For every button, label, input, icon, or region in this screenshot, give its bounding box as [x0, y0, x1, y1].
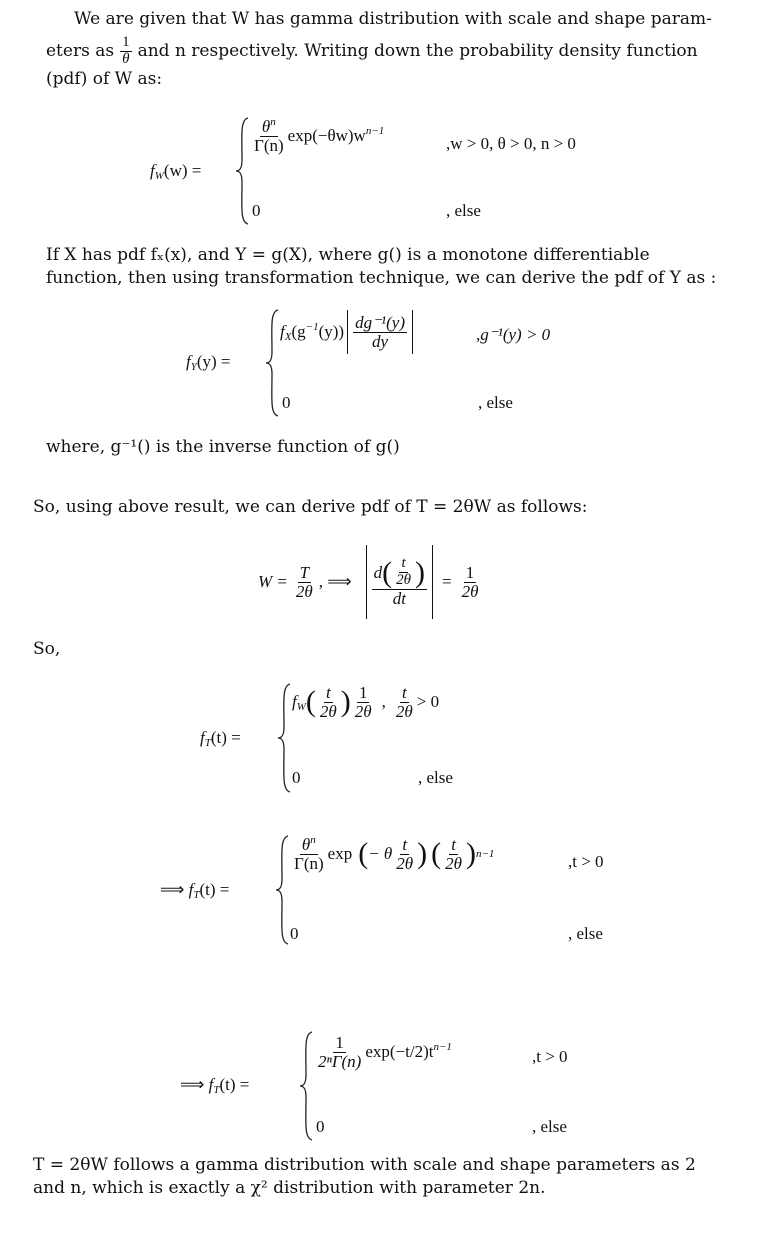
pdf-y-case-2-value: 0 — [282, 393, 291, 412]
pdf-w-brace — [234, 116, 250, 226]
transform-line-2: function, then using transformation technique, we can derive the pdf of Y as : — [46, 268, 717, 288]
transform-line-1: If X has pdf fₓ(x), and Y = g(X), where g() is a monotone differentiable — [46, 245, 650, 265]
pdf-t3-brace — [298, 1030, 314, 1142]
pdf-t1-case-2-condition: , else — [418, 768, 453, 787]
conclusion-line-1: T = 2θW follows a gamma distribution with scale and shape parameters as 2 — [33, 1155, 696, 1175]
inverse-function-note: where, g⁻¹() is the inverse function of g() — [46, 437, 400, 457]
pdf-t2-case-1-condition: ,t > 0 — [568, 852, 604, 871]
conclusion-line-2: and n, which is exactly a χ² distribution with parameter 2n. — [33, 1178, 546, 1198]
pdf-t1-lhs: $f_T(t)$ = — [200, 728, 241, 749]
w-substitution: W = $\frac{T}{2\theta}$ , ⟹ d ( $\frac{t}{2\theta}$ ) dt = $\frac{1}{2\theta}$ — [258, 545, 482, 619]
pdf-t3-case-2-condition: , else — [532, 1117, 567, 1136]
transform-paragraph — [46, 244, 766, 290]
pdf-y-lhs: $f_Y(y)$ = — [186, 352, 231, 373]
pdf-t1-brace — [276, 682, 292, 794]
intro-paragraph — [46, 8, 746, 91]
conclusion-paragraph — [33, 1154, 773, 1200]
pdf-y-case-1-condition: ,g⁻¹(y) > 0 — [476, 325, 551, 344]
pdf-y-case-1: $f_X(g^{-1}(y))$ $\frac{\text{dg⁻¹(y)}}{dy}$ — [280, 310, 416, 354]
pdf-t2-case-1: $\frac{\theta^n}{\Gamma(n)}$ exp ( − θ $\frac{t}{2\theta}$ ) ( $\frac{t}{2\theta}$ ) n−1 — [294, 834, 495, 873]
derivation-intro: So, using above result, we can derive pdf of T = 2θW as follows: — [33, 497, 588, 517]
pdf-y-brace — [264, 308, 280, 418]
pdf-w-case-2-condition: , else — [446, 201, 481, 220]
pdf-t1-case-1: $f_W$ ( $\frac{t}{2\theta}$ ) $\frac{1}{2\theta}$ , $\frac{t}{2\theta}$ > 0 — [292, 683, 440, 721]
pdf-t3-lhs: ⟹ $f_T(t)$ = — [180, 1075, 250, 1096]
pdf-y-case-2-condition: , else — [478, 393, 513, 412]
pdf-t2-case-2-condition: , else — [568, 924, 603, 943]
pdf-t3-case-1-condition: ,t > 0 — [532, 1047, 568, 1066]
pdf-w-case-2-value: 0 — [252, 201, 261, 220]
pdf-t2-lhs: ⟹ $f_T(t)$ = — [160, 880, 230, 901]
pdf-t2-brace — [274, 834, 290, 946]
so-label: So, — [33, 639, 61, 659]
pdf-t3-case-1: $\frac{1}{\text{2ⁿΓ(n)}}$ $\exp(-t/2)t^{n-1}$ — [318, 1033, 452, 1071]
pdf-w-lhs: $f_W(w)$ = — [150, 161, 202, 182]
pdf-t2-case-2-value: 0 — [290, 924, 299, 943]
intro-line-3: (pdf) of W as: — [46, 68, 163, 89]
one-over-theta-fraction: $\frac{1}{\theta}$ — [122, 34, 130, 67]
pdf-w-case-1-condition: ,w > 0, θ > 0, n > 0 — [446, 134, 576, 153]
pdf-t1-case-2-value: 0 — [292, 768, 301, 787]
intro-line-2: eters as $\frac{1}{\theta}$ and n respectively. Writing down the probability density function — [46, 34, 698, 67]
pdf-t3-case-2-value: 0 — [316, 1117, 325, 1136]
pdf-w-case-1: $\frac{\theta^n}{\Gamma(n)}$ $\exp(-\theta w)w^{n-1}$ — [254, 116, 385, 155]
intro-line-1: We are given that W has gamma distribution with scale and shape param- — [74, 9, 712, 29]
